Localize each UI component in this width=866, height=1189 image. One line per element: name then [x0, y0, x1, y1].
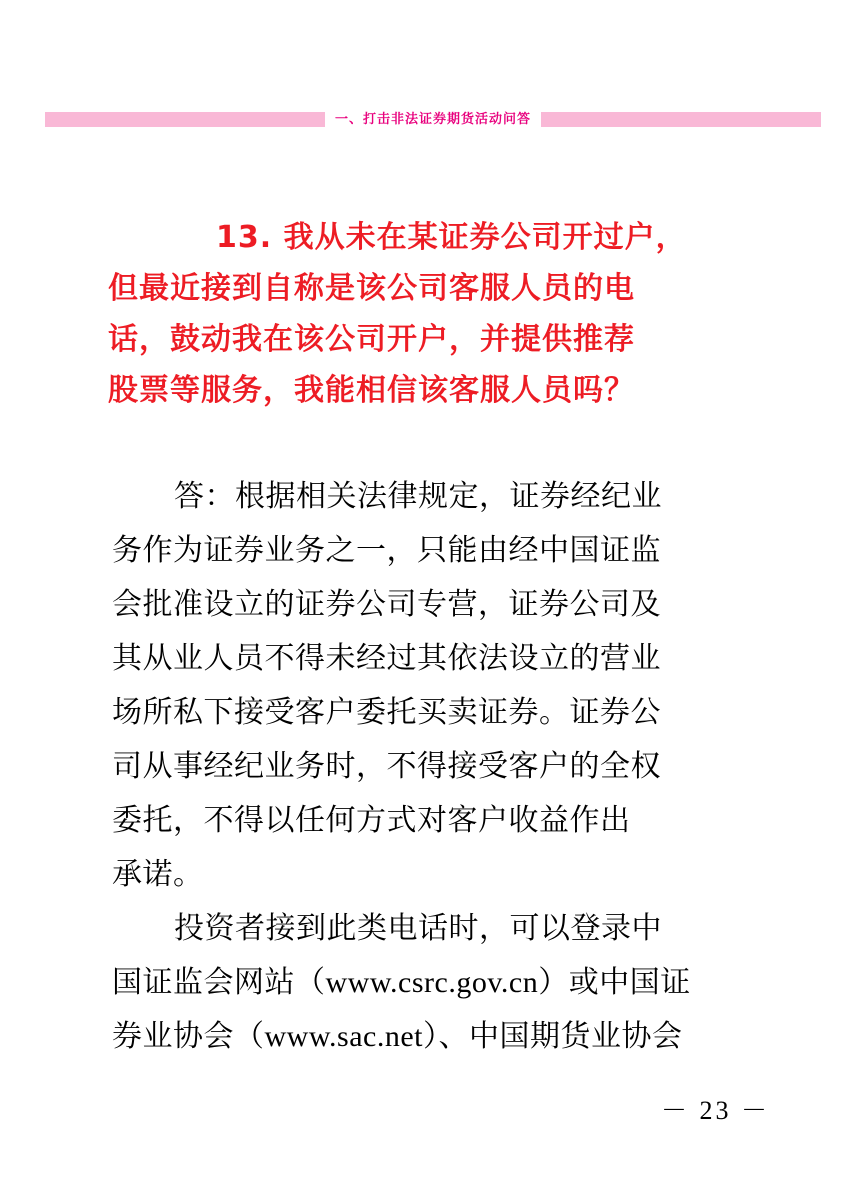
- paragraph1-line-8: 承诺。: [112, 858, 204, 891]
- running-header: [0, 108, 866, 130]
- answer-paragraph-1: [112, 470, 752, 902]
- paragraph1-line-4: 其从业人员不得未经过其依法设立的营业: [112, 642, 661, 675]
- paragraph1-line-3: 会批准设立的证券公司专营，证券公司及: [112, 588, 661, 621]
- paragraph2-line-1: 投资者接到此类电话时，可以登录中: [174, 912, 662, 945]
- question-heading: [108, 212, 758, 416]
- answer-paragraph-2: [112, 902, 752, 1064]
- paragraph1-line-7: 委托，不得以任何方式对客户收益作出: [112, 804, 631, 837]
- page-number: － 23 －: [660, 1096, 770, 1125]
- question-line-3: 话，鼓动我在该公司开户，并提供推荐: [108, 322, 635, 357]
- paragraph1-line-2: 务作为证券业务之一，只能由经中国证监: [112, 534, 661, 567]
- header-decoration-right: [541, 112, 821, 127]
- question-line-1: 13. 我从未在某证券公司开过户，: [216, 220, 687, 255]
- paragraph1-line-5: 场所私下接受客户委托买卖证券。证券公: [112, 696, 661, 729]
- header-title: 一、打击非法证券期货活动问答: [334, 111, 531, 127]
- paragraph1-line-1: 答：根据相关法律规定，证券经纪业: [174, 480, 662, 513]
- paragraph1-line-6: 司从事经纪业务时，不得接受客户的全权: [112, 750, 661, 783]
- question-line-2: 但最近接到自称是该公司客服人员的电: [108, 271, 635, 306]
- question-line-4: 股票等服务，我能相信该客服人员吗？: [108, 373, 635, 408]
- paragraph2-line-3: 券业协会（www.sac.net）、中国期货业协会: [112, 1020, 683, 1053]
- paragraph2-line-2: 国证监会网站（www.csrc.gov.cn）或中国证: [112, 966, 691, 999]
- header-decoration-left: [45, 112, 325, 127]
- answer-body: [112, 470, 752, 1064]
